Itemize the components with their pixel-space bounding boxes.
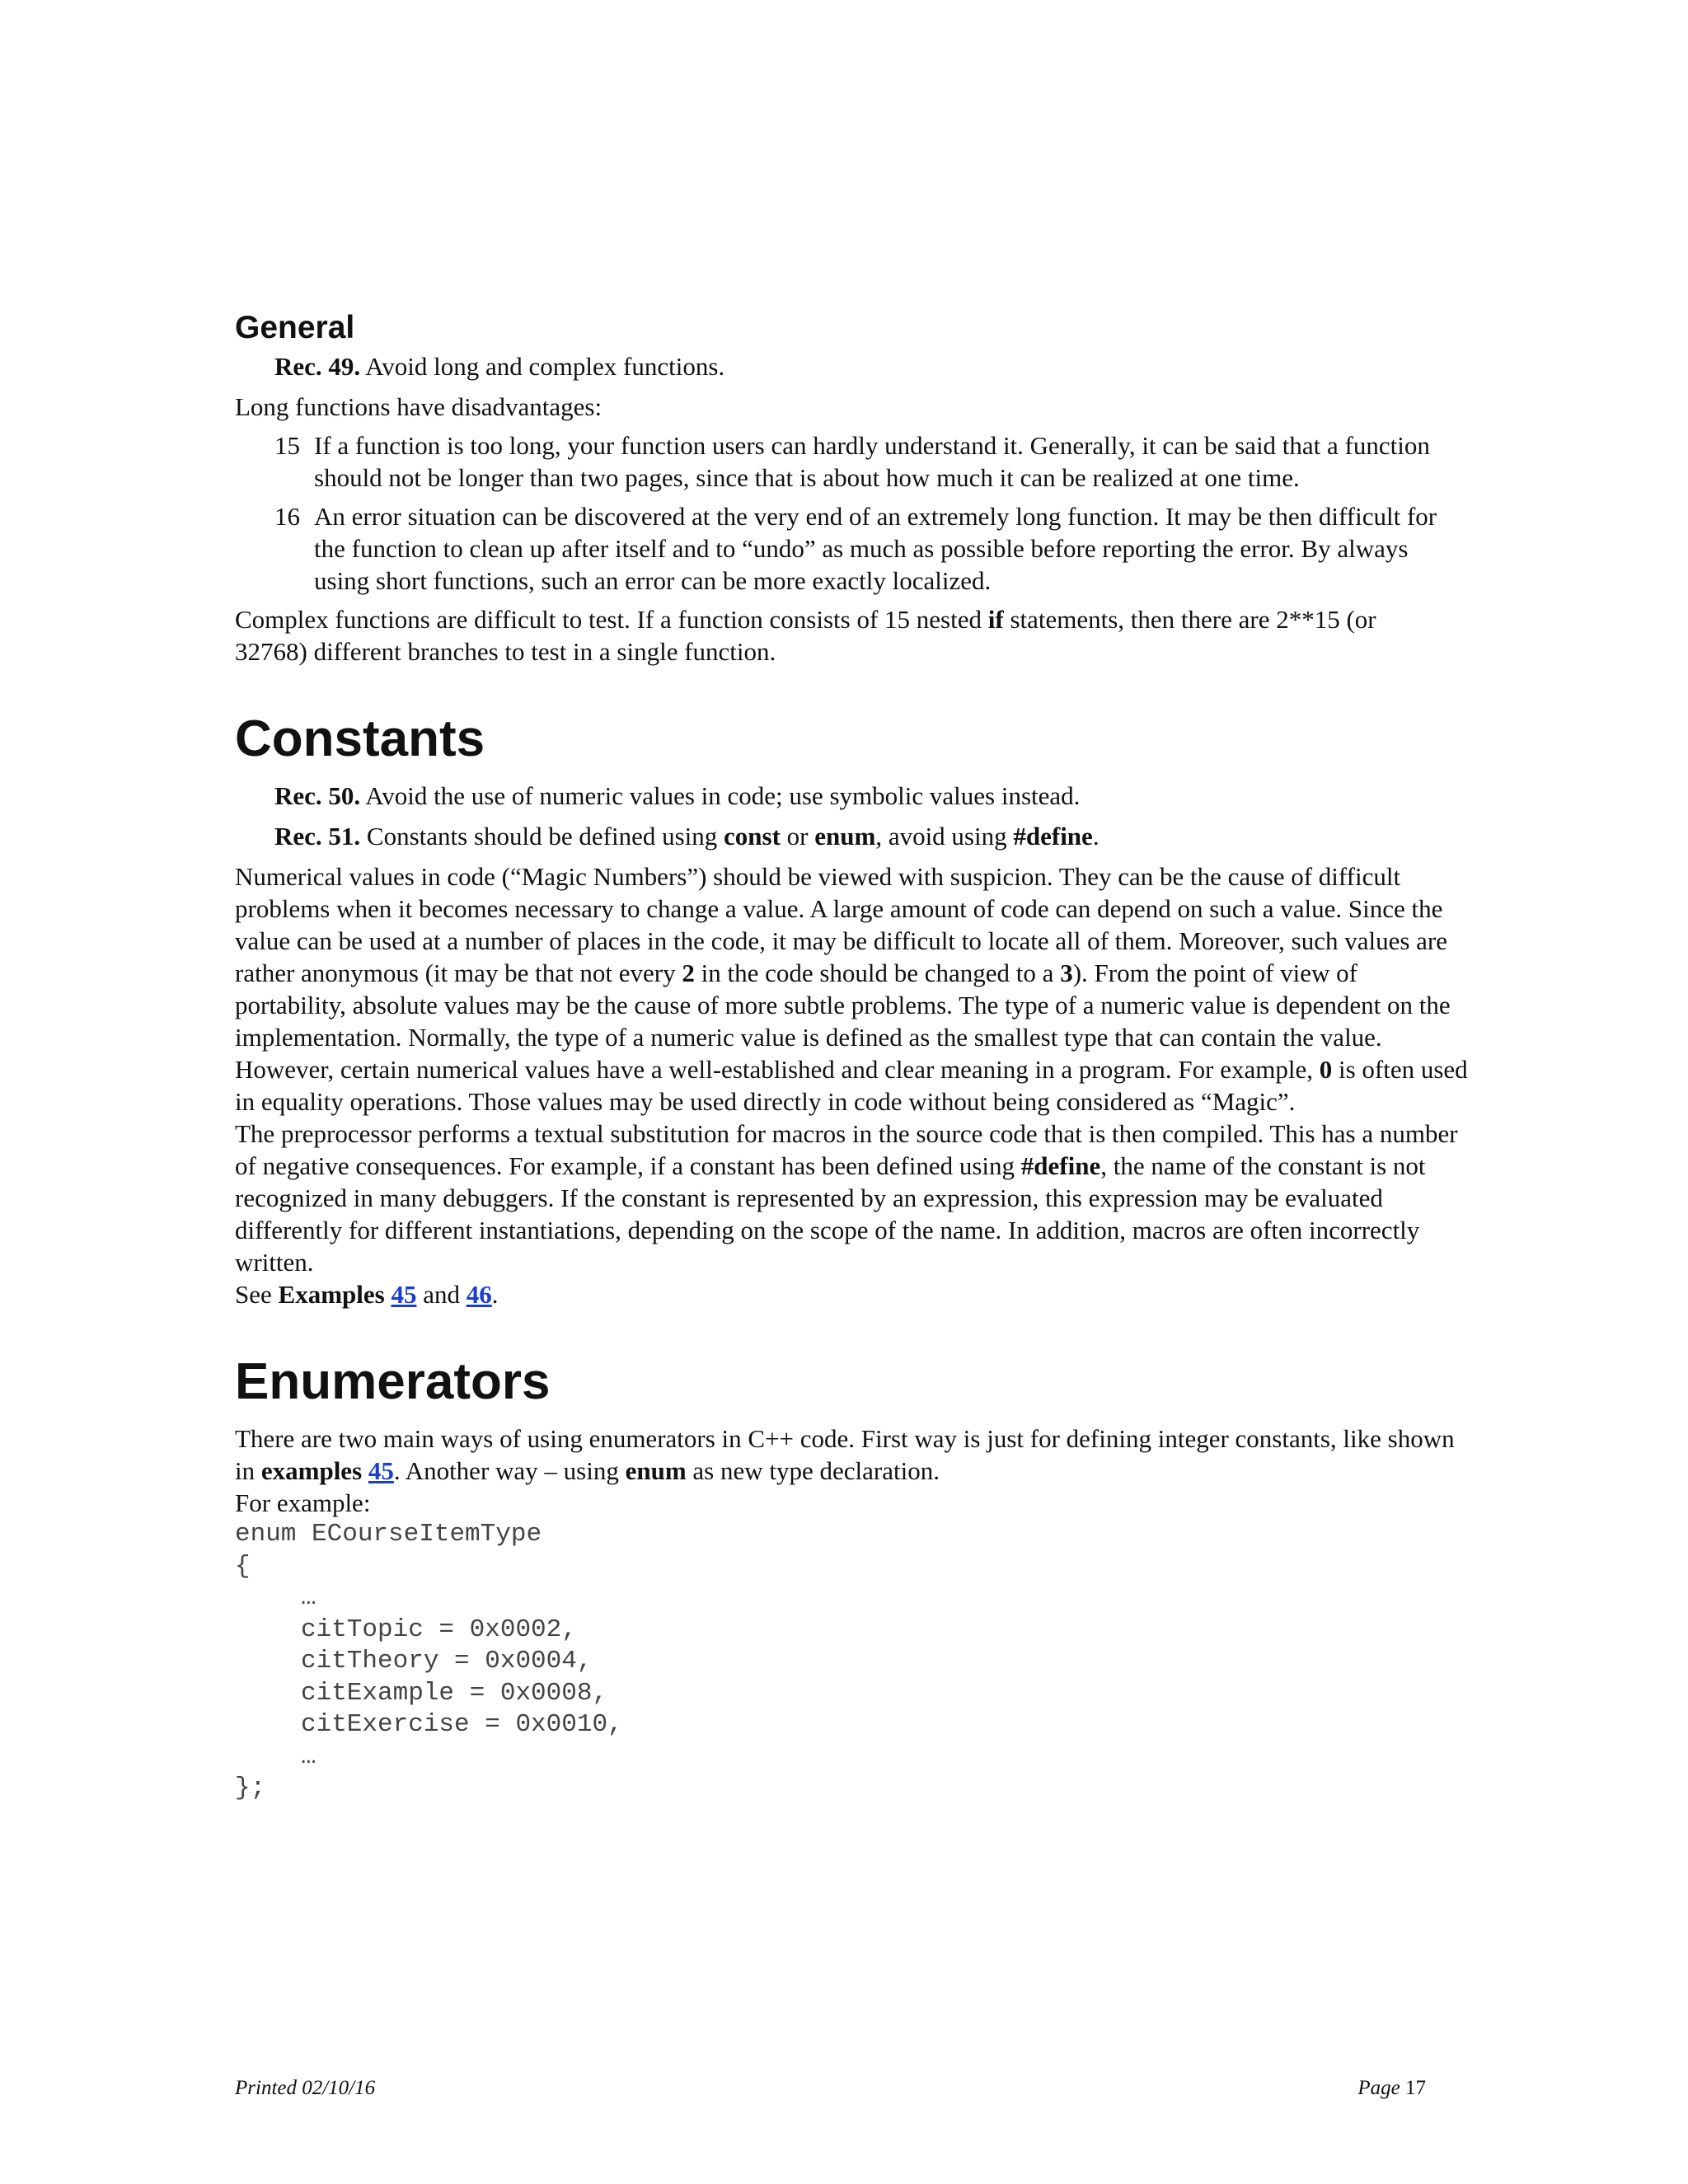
list-number: 16 [274, 502, 300, 531]
value-zero: 0 [1319, 1055, 1333, 1084]
text-run [362, 1456, 368, 1485]
paragraph-preprocessor [235, 1118, 1471, 1278]
examples-label: Examples [278, 1280, 385, 1309]
list-number: 15 [274, 431, 300, 460]
text-run: statements, then there are 2**15 (or 32768) different branches to test in a single function. [235, 605, 1376, 666]
value-two: 2 [682, 958, 695, 987]
text-run: is often used in equality operations. Those values may be used directly in code without being considered as “Magic”. [235, 1055, 1468, 1116]
list-item [274, 429, 1471, 494]
text-run: ). From the point of view of portability, absolute values may be the cause of more subtle problems. The type of a numeric value is dependent on the implementation. Normally, the type of a numeric value is defined as the smallest type that can contain the value. [235, 958, 1451, 1052]
section-heading-general: General [235, 310, 355, 345]
text-run: Complex functions are difficult to test. If a function consists of 15 nested [235, 605, 988, 634]
code-line: citExercise = 0x0010, [301, 1710, 623, 1739]
paragraph-intro: Long functions have disadvantages: [235, 392, 603, 421]
text-run: Numerical values in code (“Magic Numbers”) should be viewed with suspicion. They can be the cause of difficult problems when it becomes necessary to change a value. A large amount of code can depend on such a value. Since the value can be used at a number of places in the code, it may be difficult to locate all of them. Moreover, such values are rather anonymous (it may be that not every [235, 862, 1448, 987]
text-run: . [1092, 822, 1100, 851]
keyword-enum: enum [625, 1456, 687, 1485]
list-item [274, 500, 1471, 597]
code-line: … [301, 1583, 316, 1612]
text-run: , the name of the constant is not recognized in many debuggers. If the constant is represented by an expression, this expression may be evaluated differently for different instantiations, depending on the scope of the name. In addition, macros are often incorrectly written. [235, 1151, 1426, 1277]
for-example-label: For example: [235, 1488, 371, 1517]
example-46-link[interactable]: 46 [466, 1280, 492, 1309]
paragraph-magic-numbers [235, 860, 1471, 1053]
example-45-link[interactable]: 45 [391, 1280, 417, 1309]
rec-label: Rec. 51. [274, 822, 361, 851]
text-run: . [491, 1280, 499, 1309]
code-line: citTheory = 0x0004, [301, 1647, 593, 1675]
rec-49 [274, 350, 1471, 382]
code-block [235, 1519, 1471, 1805]
example-45-link[interactable]: 45 [368, 1456, 394, 1485]
examples-label: examples [260, 1456, 363, 1485]
rec-label: Rec. 49. [274, 352, 361, 381]
page-label: Page [1357, 2077, 1405, 2099]
paragraph-complex-functions [235, 603, 1471, 668]
code-line: { [235, 1551, 251, 1581]
value-three: 3 [1060, 958, 1073, 987]
paragraph-well-established [235, 1053, 1471, 1118]
section-heading-enumerators: Enumerators [235, 1353, 551, 1410]
text-run: , avoid using [875, 822, 1014, 851]
code-line: enum ECourseItemType [235, 1520, 542, 1549]
rec-50 [274, 780, 1471, 812]
rec-51 [274, 820, 1471, 852]
section-heading-constants: Constants [235, 710, 485, 767]
text-run: The preprocessor performs a textual substitution for macros in the source code that is then compiled. This has a number of negative consequences. For example, if a constant has been defined using [235, 1119, 1458, 1180]
rec-text: Avoid long and complex functions. [360, 352, 725, 381]
text-run: However, certain numerical values have a well-established and clear meaning in a program. For example, [235, 1055, 1320, 1084]
keyword-define: #define [1020, 1151, 1101, 1180]
keyword-if: if [987, 605, 1004, 634]
text-run: There are two main ways of using enumerators in C++ code. First way is just for defining integer constants, like shown in [235, 1424, 1455, 1485]
keyword-define: #define [1013, 822, 1093, 851]
rec-label: Rec. 50. [274, 781, 361, 810]
text-run: as new type declaration. [686, 1456, 940, 1485]
list-text: If a function is too long, your function users can hardly understand it. Generally, it can be said that a function should not be longer than two pages, since that is about how much it can be realized at one time. [314, 431, 1430, 492]
page-number [1357, 2077, 1426, 2100]
keyword-enum: enum [814, 822, 876, 851]
paragraph-enumerators [235, 1422, 1471, 1487]
page-num: 17 [1405, 2077, 1426, 2099]
text-run: in the code should be changed to a [694, 958, 1061, 987]
document-page [235, 309, 1471, 1805]
text-run: and [416, 1280, 467, 1309]
printed-date: Printed 02/10/16 [235, 2077, 376, 2099]
keyword-const: const [724, 822, 781, 851]
code-line: citTopic = 0x0002, [301, 1615, 577, 1644]
code-line: … [301, 1741, 316, 1771]
text-run: See [235, 1280, 279, 1309]
text-run: or [780, 822, 815, 851]
text-run: . Another way – using [393, 1456, 626, 1485]
rec-text: Avoid the use of numeric values in code; use symbolic values instead. [360, 781, 1081, 810]
text-run: Constants should be defined using [360, 822, 724, 851]
code-line: }; [235, 1774, 266, 1802]
paragraph-see-examples [235, 1278, 1471, 1310]
page-footer [235, 2077, 1426, 2100]
code-line: citExample = 0x0008, [301, 1678, 608, 1708]
list-text: An error situation can be discovered at the very end of an extremely long function. It may be then difficult for the function to clean up after itself and to “undo” as much as possible before reporting the error. By always using short functions, such an error can be more exactly localized. [314, 502, 1437, 595]
